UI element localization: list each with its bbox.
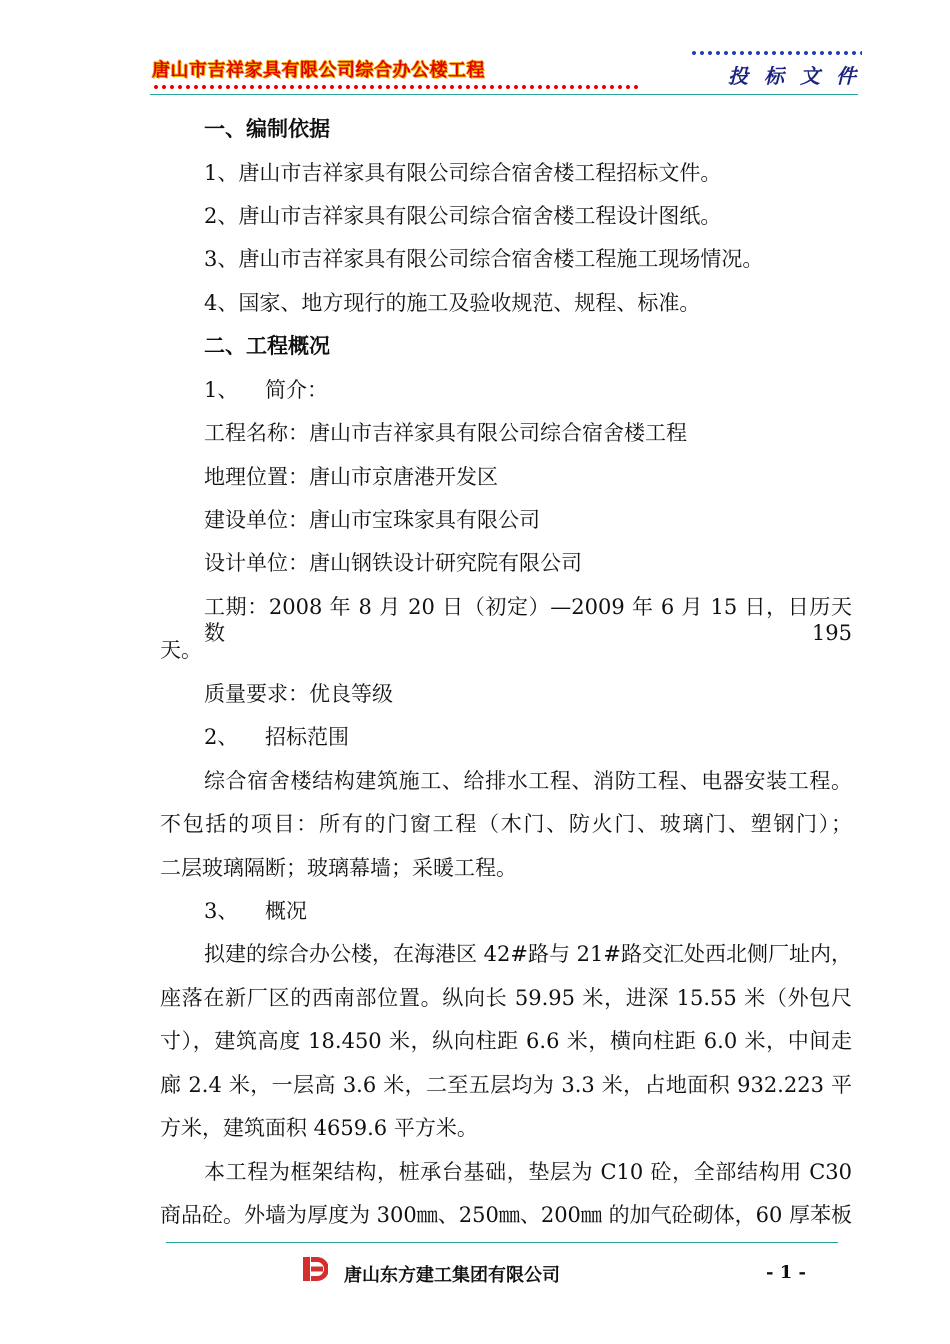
subheading-intro: 1、 简介： (204, 378, 329, 402)
scope-line2: 不包括的项目：所有的门窗工程（木门、防火门、玻璃门、塑钢门）； (160, 812, 852, 836)
basis-item-3: 3、唐山市吉祥家具有限公司综合宿舍楼工程施工现场情况。 (204, 247, 764, 271)
footer-company-name: 唐山东方建工集团有限公司 (344, 1265, 560, 1286)
basis-item-4: 4、国家、地方现行的施工及验收规范、规程、标准。 (204, 291, 701, 315)
overview-line3: 寸），建筑高度 18.450 米，纵向柱距 6.6 米，横向柱距 6.0 米，中间走 (160, 1029, 852, 1053)
header-doc-label: 投标文件 (728, 64, 872, 88)
scope-line1: 综合宿舍楼结构建筑施工、给排水工程、消防工程、电器安装工程。 (204, 769, 852, 793)
header-title: 唐山市吉祥家具有限公司综合办公楼工程 (152, 60, 485, 81)
section-heading-basis: 一、编制依据 (204, 117, 330, 141)
project-builder: 建设单位：唐山市宝珠家具有限公司 (204, 508, 540, 532)
basis-item-2: 2、唐山市吉祥家具有限公司综合宿舍楼工程设计图纸。 (204, 204, 722, 228)
overview-line4: 廊 2.4 米，一层高 3.6 米，二至五层均为 3.3 米，占地面积 932.223 平 (160, 1073, 852, 1097)
scope-line3: 二层玻璃隔断；玻璃幕墙；采暖工程。 (160, 856, 517, 880)
overview-line1: 拟建的综合办公楼，在海港区 42#路与 21#路交汇处西北侧厂址内， (204, 942, 852, 966)
project-designer: 设计单位：唐山钢铁设计研究院有限公司 (204, 551, 582, 575)
section-heading-overview: 二、工程概况 (204, 334, 330, 358)
footer-divider (166, 1242, 838, 1243)
header-blue-dots (690, 50, 862, 56)
page-number: - 1 - (766, 1262, 806, 1283)
project-location: 地理位置：唐山市京唐港开发区 (204, 465, 498, 489)
subheading-summary: 3、 概况 (204, 899, 308, 923)
structure-line2: 商品砼。外墙为厚度为 300㎜、250㎜、200㎜ 的加气砼砌体，60 厚苯板 (160, 1203, 852, 1227)
project-period-line1: 工期：2008 年 8 月 20 日（初定）—2009 年 6 月 15 日，日历天数 195 (204, 595, 852, 645)
project-quality: 质量要求：优良等级 (204, 682, 393, 706)
overview-line5: 方米，建筑面积 4659.6 平方米。 (160, 1116, 478, 1140)
structure-line1: 本工程为框架结构，桩承台基础，垫层为 C10 砼，全部结构用 C30 (204, 1160, 852, 1184)
project-period-line2: 天。 (160, 638, 202, 662)
overview-line2: 座落在新厂区的西南部位置。纵向长 59.95 米，进深 15.55 米（外包尺 (160, 986, 852, 1010)
header-divider (150, 94, 858, 95)
company-logo-icon (302, 1256, 328, 1282)
basis-item-1: 1、唐山市吉祥家具有限公司综合宿舍楼工程招标文件。 (204, 161, 722, 185)
subheading-scope: 2、 招标范围 (204, 725, 350, 749)
header-red-dots (152, 84, 638, 90)
project-name: 工程名称：唐山市吉祥家具有限公司综合宿舍楼工程 (204, 421, 687, 445)
